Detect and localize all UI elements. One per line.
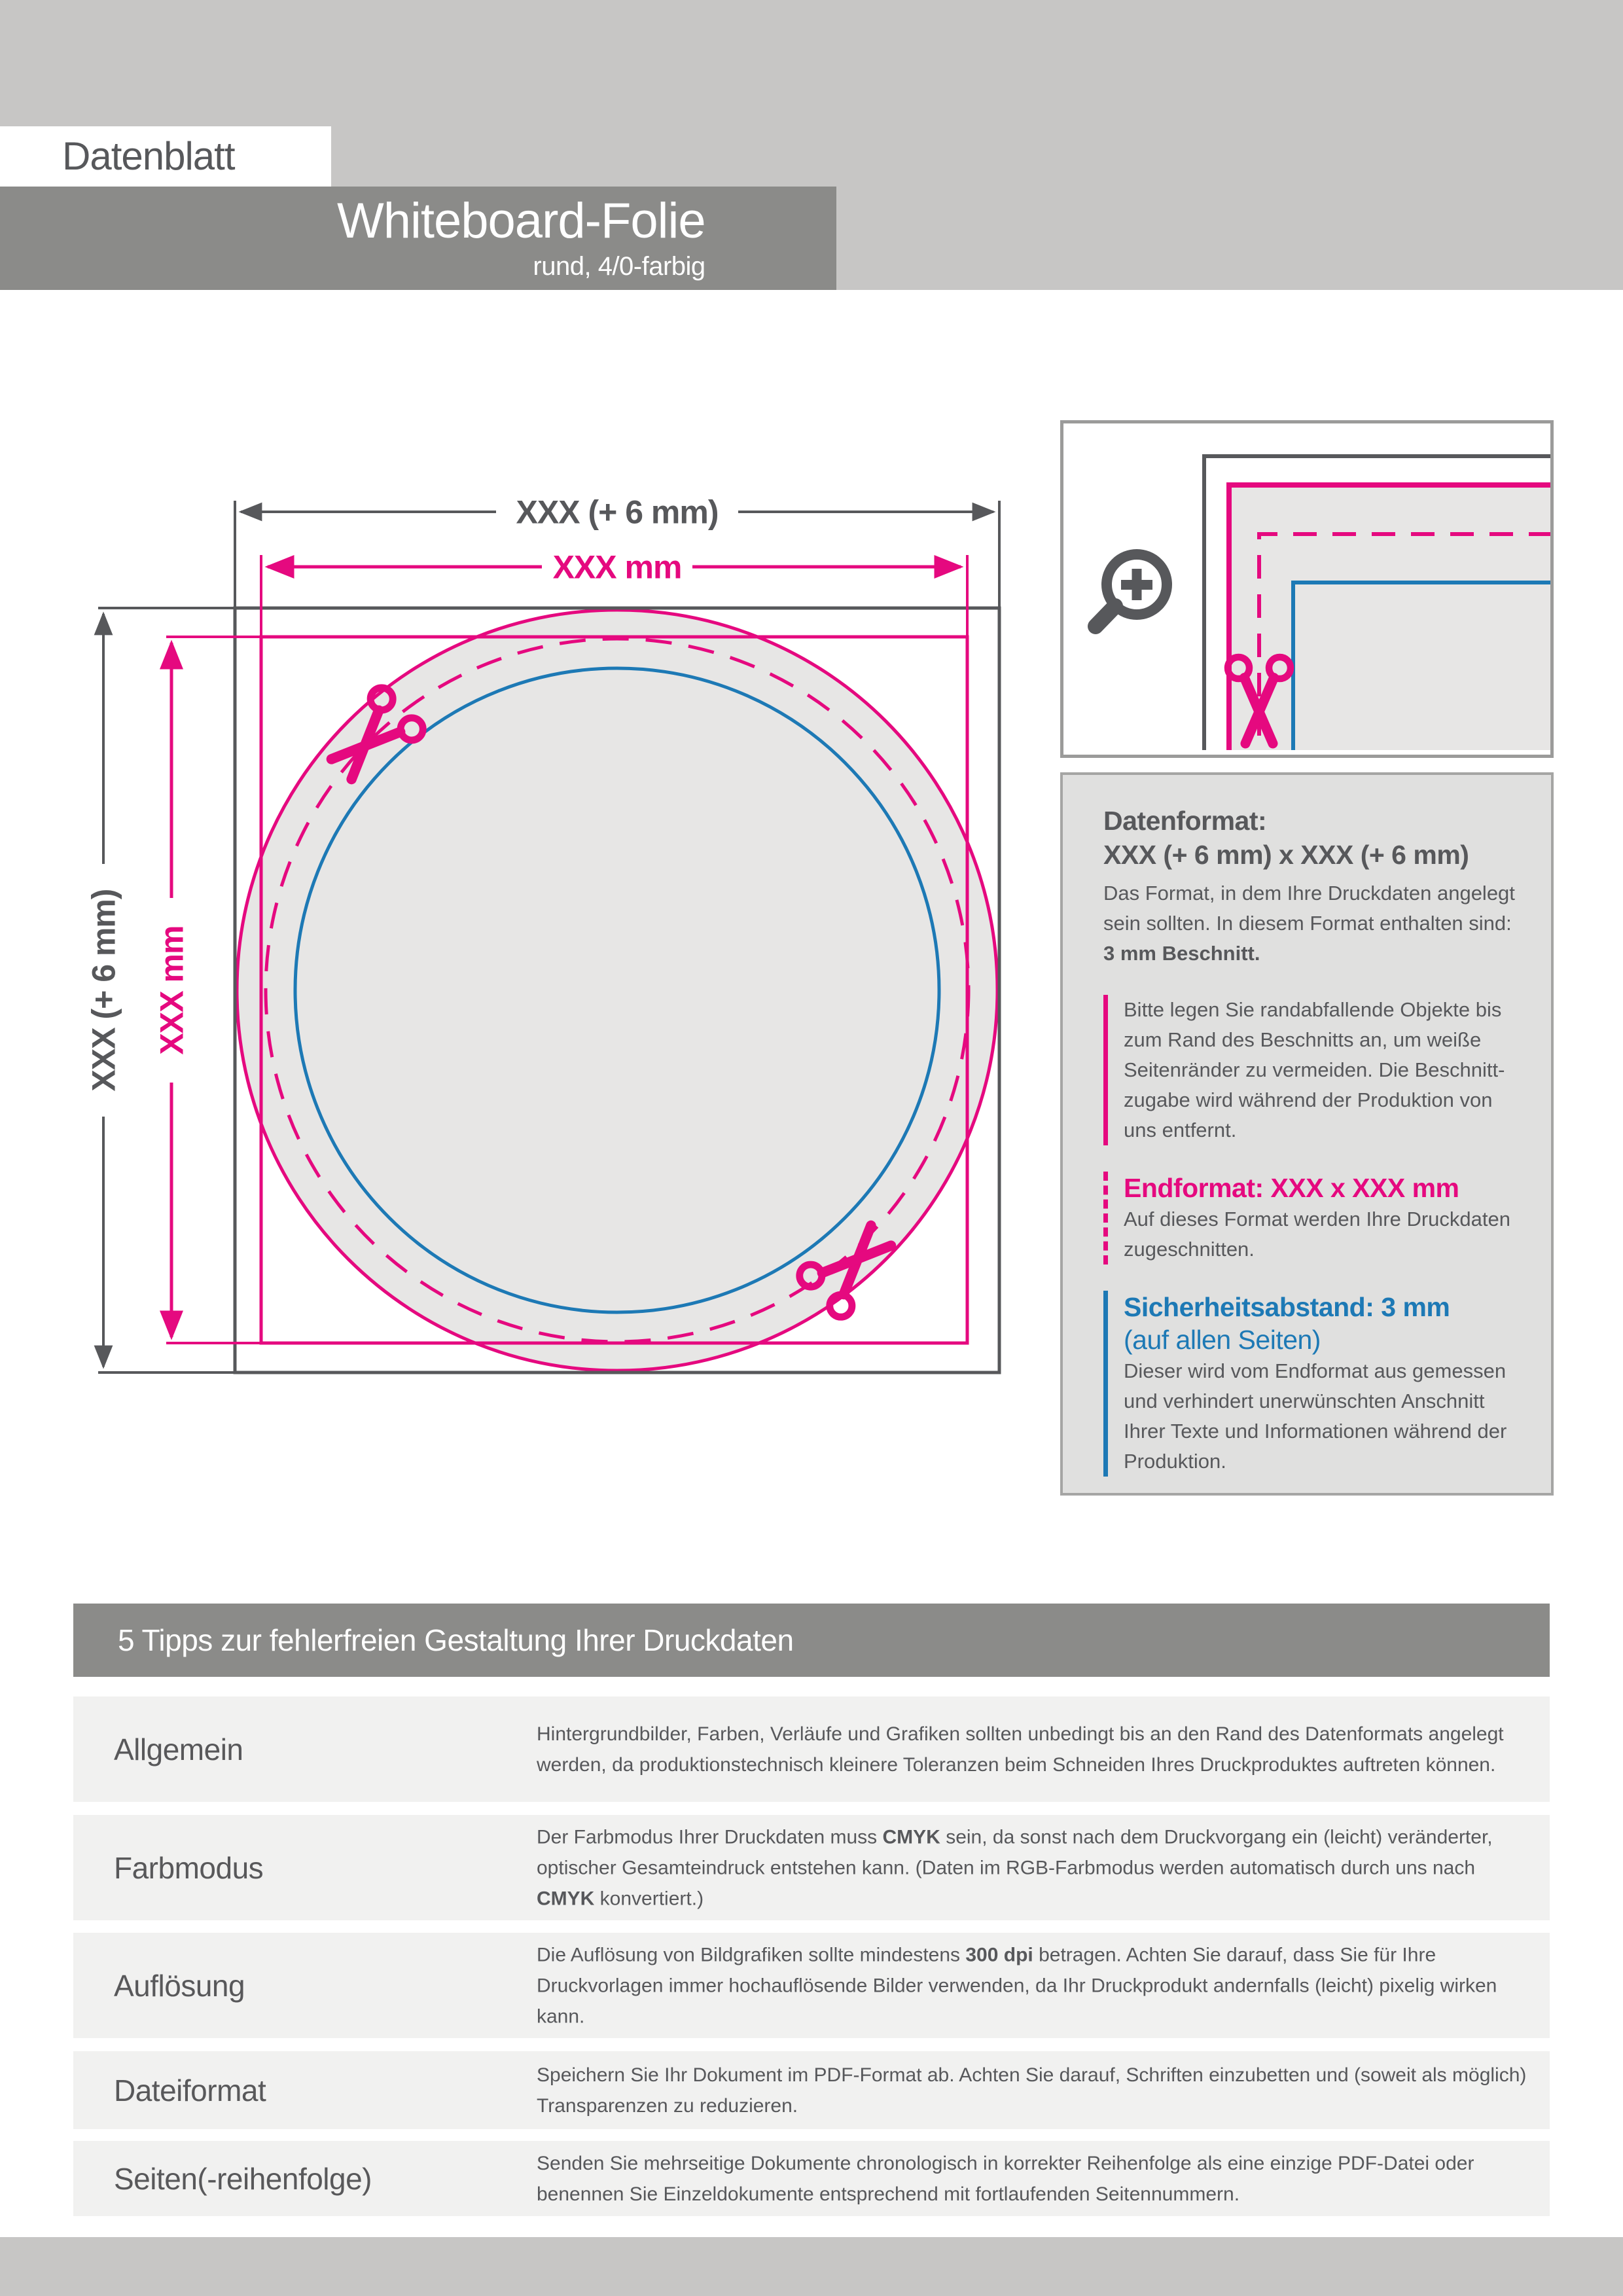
endformat-section [1103,1172,1525,1265]
safety-heading: Sicherheitsabstand: 3 mm [1124,1292,1450,1322]
tip-row-aufloesung [73,1933,1550,2038]
tip-label: Auflösung [114,1968,245,2003]
tip-label: Dateiformat [114,2073,266,2108]
format-diagram [0,458,1060,1427]
title-block [337,193,705,283]
tip-text: Senden Sie mehrseitige Dokumente chronologisch in korrekter Reihenfolge als eine einzige PDF-Datei oder benennen Sie Einzeldokumente entsprechend mit fortlaufenden Seitennummern. [537,2152,1474,2205]
endformat-heading: Endformat: XXX x XXX mm [1124,1173,1459,1203]
safety-body: Dieser wird vom Endformat aus gemessen und verhindert unerwünschten Anschnitt Ihrer Texte und Informationen während der Produktion. [1124,1359,1507,1473]
tip-row-farbmodus [73,1815,1550,1920]
tip-text: Die Auflösung von Bildgrafiken sollte mindestens 300 dpi betragen. Achten Sie darauf, dass Sie für Ihre Druckvorlagen immer hochauflösende Bilder verwenden, da Ihr Druckprodukt andernfalls (leicht) pixelig wirken kann. [537,1944,1497,2027]
tip-row-allgemein [73,1696,1550,1802]
tip-label: Farbmodus [114,1850,264,1885]
footer-band [0,2237,1623,2296]
tip-row-seitenreihenfolge [73,2141,1550,2216]
doc-type-box [0,126,331,187]
dim-label-inner-height: XXX mm [153,925,190,1055]
tip-text: Hintergrundbilder, Farben, Verläufe und Grafiken sollten unbedingt bis an den Rand des Datenformats angelegt werden, da produktionstechnisch kleinere Toleranzen beim Schneiden Ihres Druckproduktes auftreten können. [537,1723,1504,1776]
dim-label-inner-width: XXX mm [552,548,682,586]
magnifier-zoom-icon [1096,554,1167,626]
bleed-note-section [1103,995,1525,1145]
datenformat-size: XXX (+ 6 mm) x XXX (+ 6 mm) [1103,840,1469,870]
datenformat-body: Das Format, in dem Ihre Druckdaten angelegt sein sollten. In diesem Format enthalten sind: 3 mm Beschnitt. [1103,882,1515,965]
bleed-circle [237,610,997,1371]
title-bar [0,187,836,290]
safety-subheading: (auf allen Seiten) [1124,1325,1321,1355]
page-subtitle: rund, 4/0-farbig [533,252,705,281]
tip-text: Der Farbmodus Ihrer Druckdaten muss CMYK sein, da sonst nach dem Druckvorgang ein (leicht) veränderter, optischer Gesamteindruck entstehen kann. (Daten im RGB-Farbmodus werden automatisch durch uns nach CMYK konvertiert.) [537,1826,1493,1909]
tip-label: Seiten(-reihenfolge) [114,2161,372,2196]
page-title: Whiteboard-Folie [337,193,705,249]
datenformat-heading: Datenformat: [1103,806,1267,836]
bleed-note-text: Bitte legen Sie randabfallende Objekte bis zum Rand des Beschnitts an, um weiße Seitenränder zu vermeiden. Die Beschnittzugabe wird während der Produktion von uns entfernt. [1124,998,1505,1141]
zoom-artwork-fill [1229,485,1550,750]
tips-heading: 5 Tipps zur fehlerfreien Gestaltung Ihrer Druckdaten [118,1623,794,1657]
dim-label-outer-width: XXX (+ 6 mm) [516,493,719,531]
zoom-detail-drawing [1063,423,1550,755]
tip-row-dateiformat [73,2051,1550,2129]
zoom-detail-box [1060,420,1554,758]
tips-header-bar [73,1604,1550,1677]
dim-label-outer-height: XXX (+ 6 mm) [85,889,122,1092]
endformat-body: Auf dieses Format werden Ihre Druckdaten zugeschnitten. [1124,1208,1510,1261]
format-info-panel [1060,772,1554,1496]
doc-type-label: Datenblatt [62,134,235,178]
tip-text: Speichern Sie Ihr Dokument im PDF-Format ab. Achten Sie darauf, Schriften einzubetten und (soweit als möglich) Transparenzen zu reduzieren. [537,2064,1527,2117]
tip-label: Allgemein [114,1732,243,1767]
safety-section [1103,1291,1525,1477]
